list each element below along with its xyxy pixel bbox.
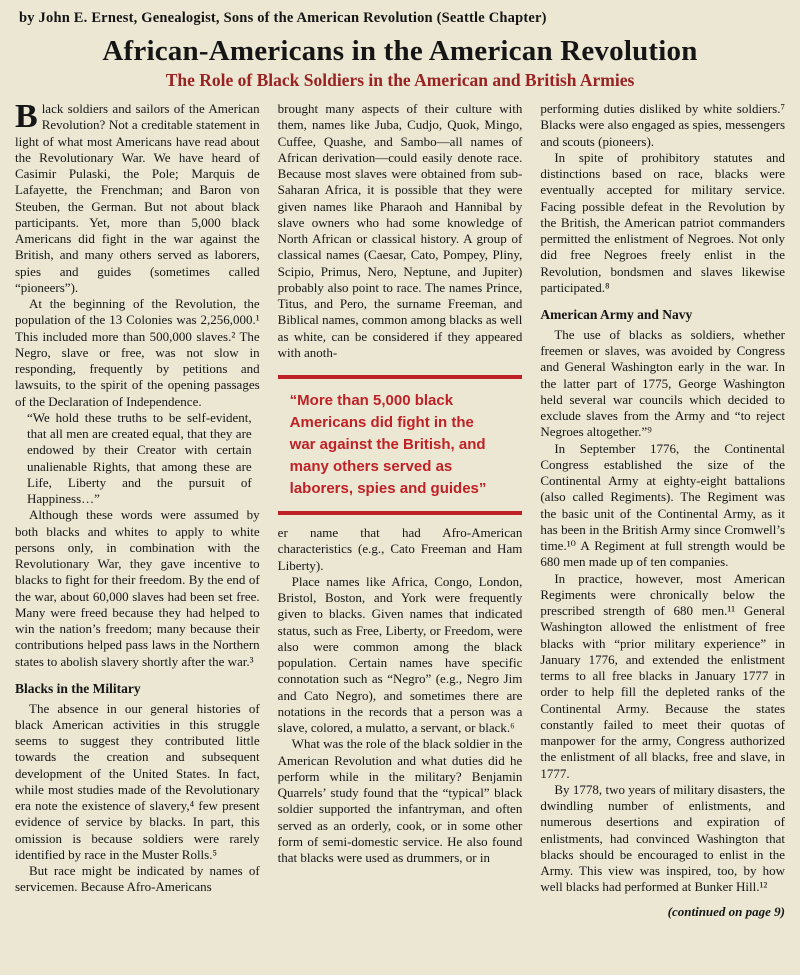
paragraph: Black soldiers and sailors of the American Revolution? Not a creditable statement in light of what most Americans have read about the Revolutionary War. We have heard of Casimir Pulaski, the Pole; Marquis de Lafayette, the Frenchman; and Baron von Steuben, the German. But not about black participants. Yet, more than 5,000 black Americans did fight in the war against the British, and many others served as laborers, spies and guides (sometimes called “pioneers”). xyxy=(15,98,260,295)
pull-quote-rule-top xyxy=(278,375,523,379)
article-columns xyxy=(15,98,786,920)
paragraph: The use of blacks as soldiers, whether freemen or slaves, was avoided by Congress and General Washington early in the war. In the latter part of 1775, George Washington held several war councils which decided to exclude slaves from the Army and “to reject Negroes altogether.”⁹ xyxy=(540,326,786,440)
paragraph: What was the role of the black soldier in the American Revolution and what duties did he perform while in the military? Benjamin Quarrels’ study found that the “typical” black soldier supported the infantryman, and often served as an orderly, cook, or in some other form of semi-domestic service. He also found that blacks were used as drummers, or in xyxy=(277,736,523,866)
paragraph: er name that had Afro-American characteristics (e.g., Cato Freeman and Ham Liberty). xyxy=(277,525,523,573)
article-subtitle: The Role of Black Soldiers in the American and British Armies xyxy=(165,70,635,90)
pull-quote-rule-bottom xyxy=(278,511,523,515)
paragraph: Although these words were assumed by both blacks and whites to apply to white persons only, in combination with the Revolutionary War, they gave incentive to blacks to fight for their freedom. By the end of the war, about 60,000 slaves had been set free. Many were freed because they had helped to win the nation’s freedom; many because their contributions helped pass laws in the Northern states to abolish slavery shortly after the war.³ xyxy=(15,507,260,669)
paragraph: In practice, however, most American Regiments were chronically below the prescribed strength of 680 men.¹¹ General Washington allowed the enlistment of free blacks with “prior military experience” in January 1776, and extended the enlistment terms to all free blacks in January 1777 in order to help fill the depleted ranks of the Continental Army. Because the states constantly failed to meet their quotas of manpower for the army, Congress authorized the enlistment of all blacks, free and slave, in 1777. xyxy=(540,570,786,781)
paragraph: performing duties disliked by white soldiers.⁷ Blacks were also engaged as spies, messengers and scouts (pioneers). xyxy=(540,101,786,149)
byline: by John E. Ernest, Genealogist, Sons of the American Revolution (Seattle Chapter) xyxy=(19,10,547,26)
column-1 xyxy=(15,98,260,920)
article-title: African-Americans in the American Revolution xyxy=(102,35,698,67)
paragraph: At the beginning of the Revolution, the population of the 13 Colonies was 2,256,000.¹ This included more than 500,000 slaves.² The Negro, slave or free, was not slow in responding, frequently by petitions and lawsuits, to the spirit of the opening passages of the Declaration of Independence. xyxy=(15,296,260,409)
declaration-quote: “We hold these truths to be self-evident, that all men are created equal, that they are endowed by their Creator with certain unalienable Rights, that among these are Life, Liberty and the pursuit of Happiness…” xyxy=(27,409,252,506)
paragraph: In spite of prohibitory statutes and distinctions based on race, blacks were eventually accepted for military service. Facing possible defeat in the Revolution by the British, the American patriot commanders permitted the enlistment of Negroes. Not only did free Negroes freely enlist in the Revolution, bondsmen and slaves likewise participated.⁸ xyxy=(540,149,786,295)
pull-quote xyxy=(278,375,523,515)
section-heading-blacks-in-the-military: Blacks in the Military xyxy=(15,680,141,696)
paragraph: But race might be indicated by names of servicemen. Because Afro-Americans xyxy=(15,863,260,895)
pull-quote-text: “More than 5,000 black Americans did fight in the war against the British, and many others served as laborers, spies and guides” xyxy=(289,392,487,498)
continued-note: (continued on page 9) xyxy=(667,903,786,919)
paragraph: The absence in our general histories of black American activities in this struggle seems to suggest they contributed little towards the creation and subsequent development of the United States. In fact, while most studies made of the Revolutionary era note the existence of slavery,⁴ few present evidence of service by blacks. In part, this omission is because soldiers were rarely identified by race in the Muster Rolls.⁵ xyxy=(15,700,260,862)
paragraph: brought many aspects of their culture with them, names like Juba, Cudjo, Quok, Mingo, Cuffee, Quashe, and Sambo—all names of African derivation—could easily denote race. Because most slaves were obtained from sub-Saharan Africa, it is possible that they were given names like Pharaoh and Hannibal by slave owners who had some knowledge of North African or classical history. A group of classical names (Caesar, Cato, Pompey, Pliny, Scipio, Primus, Nero, Neptune, and Jupiter) probably also point to race. The names Prince, Titus, and Pero, the surname Freeman, and Biblical names, common among blacks as well as white, can be considered if they appeared with anoth- xyxy=(277,101,523,360)
paragraph: In September 1776, the Continental Congress established the size of the Continental Army at eighty-eight battalions (also called Regiments). The Regiment was the basic unit of the Continental Army, as it has been in the British Army since Cromwell’s time.¹⁰ A Regiment at full strength would be 680 men made up of ten companies. xyxy=(540,440,786,570)
column-3 xyxy=(540,101,785,920)
column-2 xyxy=(278,101,523,920)
paragraph: By 1778, two years of military disasters, the dwindling number of enlistments, and numerous desertions and expiration of enlistments, had convinced Washington that blacks should be encouraged to enlist in the Army. This view was inspired, too, by how well blacks had performed at Bunker Hill.¹² xyxy=(540,781,786,895)
section-heading-american-army-and-navy: American Army and Navy xyxy=(540,307,693,322)
paragraph: Place names like Africa, Congo, London, Bristol, Boston, and York were frequently given to blacks. Given names that indicated status, such as Free, Liberty, or Freedom, were also were common among the black population. Certain names have specific connotation such as “Negro” (e.g., Negro Jim and Cato Negro), and sometimes there are notations in the records that a person was a slave, colored, a mulatto, a servant, or black.⁶ xyxy=(277,573,523,736)
